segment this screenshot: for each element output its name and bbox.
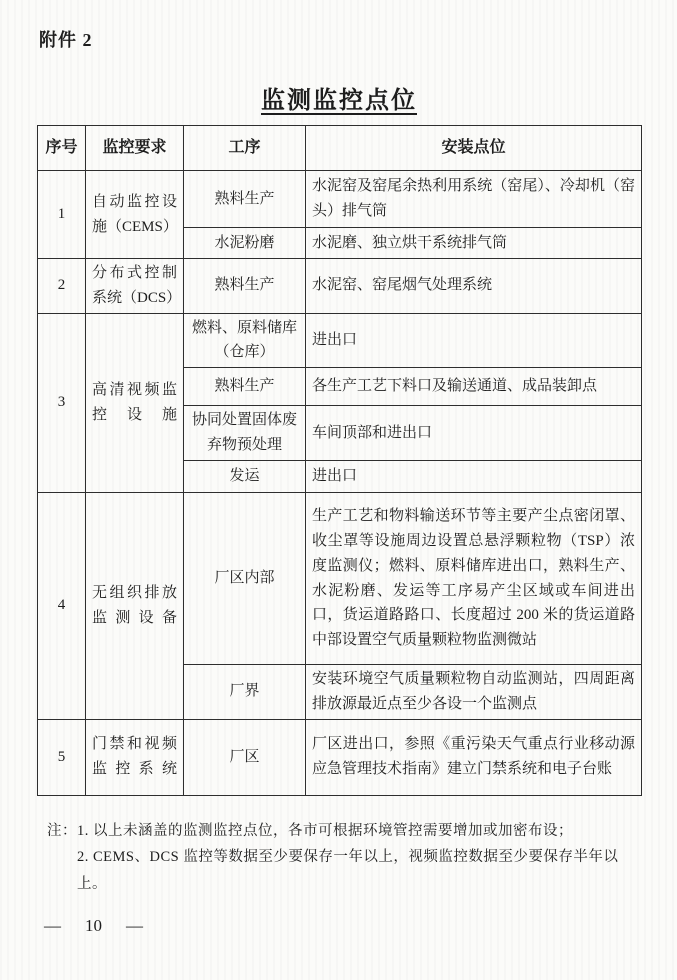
footer-right-dash: —	[126, 916, 143, 935]
note-item-1: 1. 以上未涵盖的监测监控点位，各市可根据环境管控需要增加或加密布设；	[77, 822, 573, 839]
cell-location-3c: 车间顶部和进出口	[306, 406, 642, 461]
cell-no-3: 3	[38, 313, 86, 493]
title-wrap	[37, 80, 641, 115]
page-number: 10	[85, 916, 102, 935]
cell-process-4b: 厂界	[184, 665, 306, 720]
cell-process-4a: 厂区内部	[184, 493, 306, 665]
footer-left-dash: —	[44, 916, 61, 935]
cell-location-3b: 各生产工艺下料口及输送通道、成品装卸点	[306, 368, 642, 406]
cell-location-2a: 水泥窑、窑尾烟气处理系统	[306, 259, 642, 314]
attachment-label: 附件 2	[39, 30, 93, 50]
cell-no-1: 1	[38, 171, 86, 259]
cell-requirement-1: 自动监控设施（CEMS）	[86, 171, 184, 259]
cell-process-3b: 熟料生产	[184, 368, 306, 406]
notes-list	[77, 818, 641, 898]
cell-location-4a: 生产工艺和物料输送环节等主要产尘点密闭罩、收尘罩等设施周边设置总悬浮颗粒物（TSP）浓度监测仪；燃料、原料储库进出口，熟料生产、水泥粉磨、发运等工序易产尘区域或车间进出口，货运道路路口、长度超过 200 米的货运道路中部设置空气质量颗粒物监测微站	[306, 493, 642, 665]
monitoring-table	[37, 125, 642, 796]
note-item-2: 2. CEMS、DCS 监控等数据至少要保存一年以上，视频监控数据至少要保存半年以上。	[77, 849, 619, 893]
table-row	[38, 171, 642, 228]
cell-requirement-4: 无组织排放监测设备	[86, 493, 184, 720]
cell-requirement-3: 高清视频监控设施	[86, 313, 184, 493]
table-header-row	[38, 126, 642, 171]
cell-location-1b: 水泥磨、独立烘干系统排气筒	[306, 228, 642, 259]
notes	[47, 818, 641, 898]
table-row	[38, 493, 642, 665]
page-footer	[44, 916, 143, 936]
cell-location-4b: 安装环境空气质量颗粒物自动监测站，四周距离排放源最近点至少各设一个监测点	[306, 665, 642, 720]
table-row	[38, 313, 642, 368]
cell-process-3d: 发运	[184, 461, 306, 493]
cell-no-5: 5	[38, 719, 86, 795]
cell-location-1a: 水泥窑及窑尾余热利用系统（窑尾）、冷却机（窑头）排气筒	[306, 171, 642, 228]
cell-location-3d: 进出口	[306, 461, 642, 493]
cell-location-3a: 进出口	[306, 313, 642, 368]
cell-process-3c: 协同处置固体废弃物预处理	[184, 406, 306, 461]
column-header-process: 工序	[184, 126, 306, 171]
cell-location-5a: 厂区进出口，参照《重污染天气重点行业移动源应急管理技术指南》建立门禁系统和电子台账	[306, 719, 642, 795]
notes-label: 注：	[47, 822, 77, 839]
cell-process-1a: 熟料生产	[184, 171, 306, 228]
cell-no-2: 2	[38, 259, 86, 314]
cell-requirement-2: 分布式控制系统（DCS）	[86, 259, 184, 314]
table-row	[38, 719, 642, 795]
cell-process-1b: 水泥粉磨	[184, 228, 306, 259]
column-header-no: 序号	[38, 126, 86, 171]
cell-process-5a: 厂区	[184, 719, 306, 795]
table-row	[38, 259, 642, 314]
page-title: 监测监控点位	[261, 88, 417, 114]
cell-no-4: 4	[38, 493, 86, 720]
cell-process-2a: 熟料生产	[184, 259, 306, 314]
column-header-requirement: 监控要求	[86, 126, 184, 171]
cell-process-3a: 燃料、原料储库（仓库）	[184, 313, 306, 368]
cell-requirement-5: 门禁和视频监控系统	[86, 719, 184, 795]
column-header-location: 安装点位	[306, 126, 642, 171]
